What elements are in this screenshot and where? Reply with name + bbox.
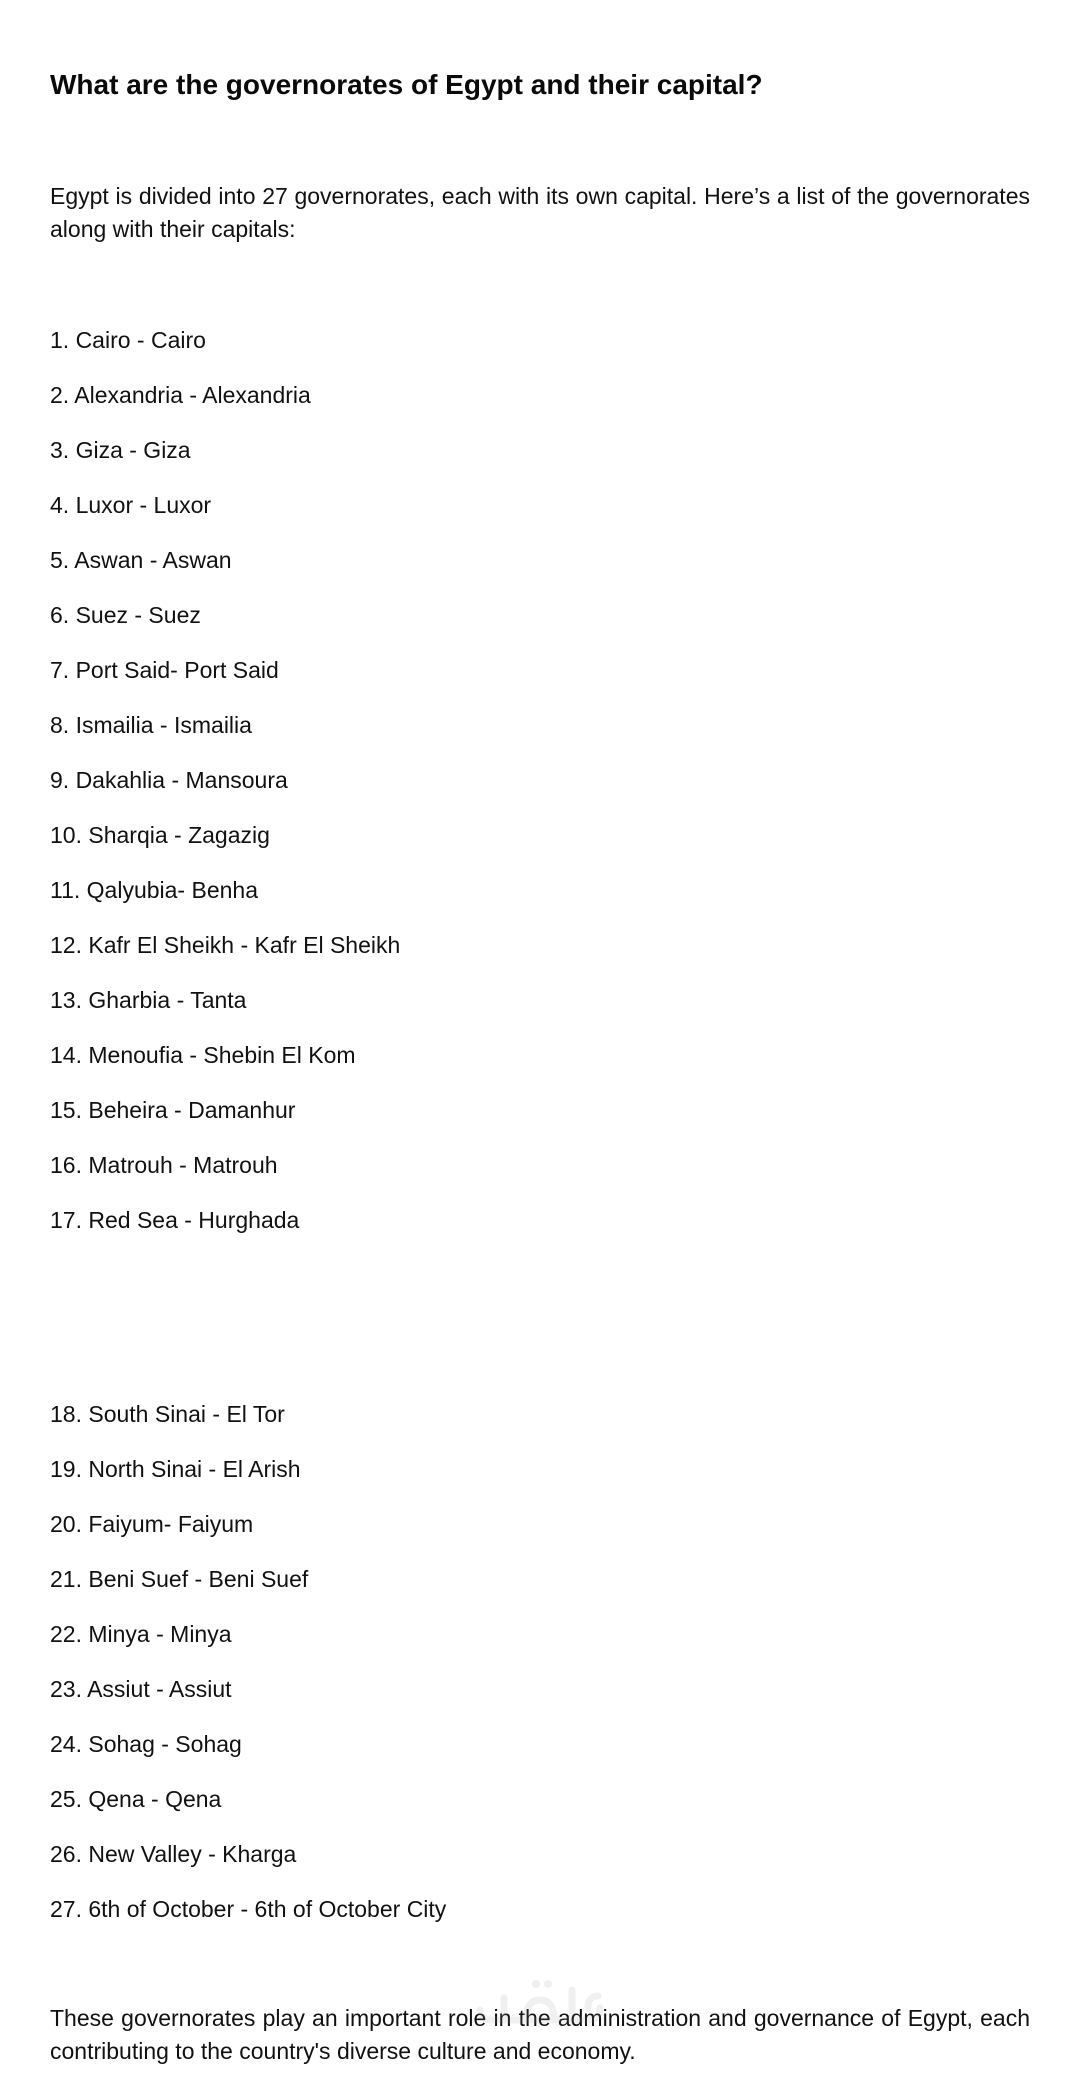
governorate-list-item: 2. Alexandria - Alexandria (50, 382, 311, 408)
governorates-list-part-1 (50, 325, 1030, 1260)
intro-paragraph: Egypt is divided into 27 governorates, each with its own capital. Here’s a list of the governorates along with their capitals: (50, 183, 1030, 242)
governorate-list-item: 13. Gharbia - Tanta (50, 987, 247, 1013)
governorate-list-item: 23. Assiut - Assiut (50, 1676, 232, 1702)
governorate-list-item: 16. Matrouh - Matrouh (50, 1152, 278, 1178)
governorate-list-item: 26. New Valley - Kharga (50, 1841, 297, 1867)
governorate-list-item: 12. Kafr El Sheikh - Kafr El Sheikh (50, 932, 401, 958)
document-title: What are the governorates of Egypt and their capital? (50, 69, 763, 100)
governorate-list-item: 8. Ismailia - Ismailia (50, 712, 252, 738)
governorate-list-item: 7. Port Said- Port Said (50, 657, 279, 683)
governorate-list-item: 6. Suez - Suez (50, 602, 201, 628)
governorate-list-item: 22. Minya - Minya (50, 1621, 232, 1647)
governorate-list-item: 1. Cairo - Cairo (50, 327, 206, 353)
governorate-list-item: 3. Giza - Giza (50, 437, 191, 463)
governorate-list-item: 24. Sohag - Sohag (50, 1731, 242, 1757)
governorate-list-item: 5. Aswan - Aswan (50, 547, 232, 573)
governorate-list-item: 14. Menoufia - Shebin El Kom (50, 1042, 356, 1068)
governorate-list-item: 10. Sharqia - Zagazig (50, 822, 270, 848)
governorate-list-item: 4. Luxor - Luxor (50, 492, 212, 518)
governorate-list-item: 9. Dakahlia - Mansoura (50, 767, 288, 793)
governorate-list-item: 15. Beheira - Damanhur (50, 1097, 296, 1123)
governorate-list-item: 19. North Sinai - El Arish (50, 1456, 301, 1482)
governorate-list-item: 11. Qalyubia- Benha (50, 877, 258, 903)
governorate-list-item: 21. Beni Suef - Beni Suef (50, 1566, 309, 1592)
governorate-list-item: 18. South Sinai - El Tor (50, 1401, 285, 1427)
governorates-list-part-2 (50, 1399, 1030, 1949)
closing-paragraph: These governorates play an important role in the administration and governance of Egypt, each contributing to the country's diverse culture and economy. (50, 2005, 1030, 2064)
governorate-list-item: 17. Red Sea - Hurghada (50, 1207, 300, 1233)
governorate-list-item: 20. Faiyum- Faiyum (50, 1511, 254, 1537)
governorate-list-item: 27. 6th of October - 6th of October City (50, 1896, 447, 1922)
governorate-list-item: 25. Qena - Qena (50, 1786, 222, 1812)
